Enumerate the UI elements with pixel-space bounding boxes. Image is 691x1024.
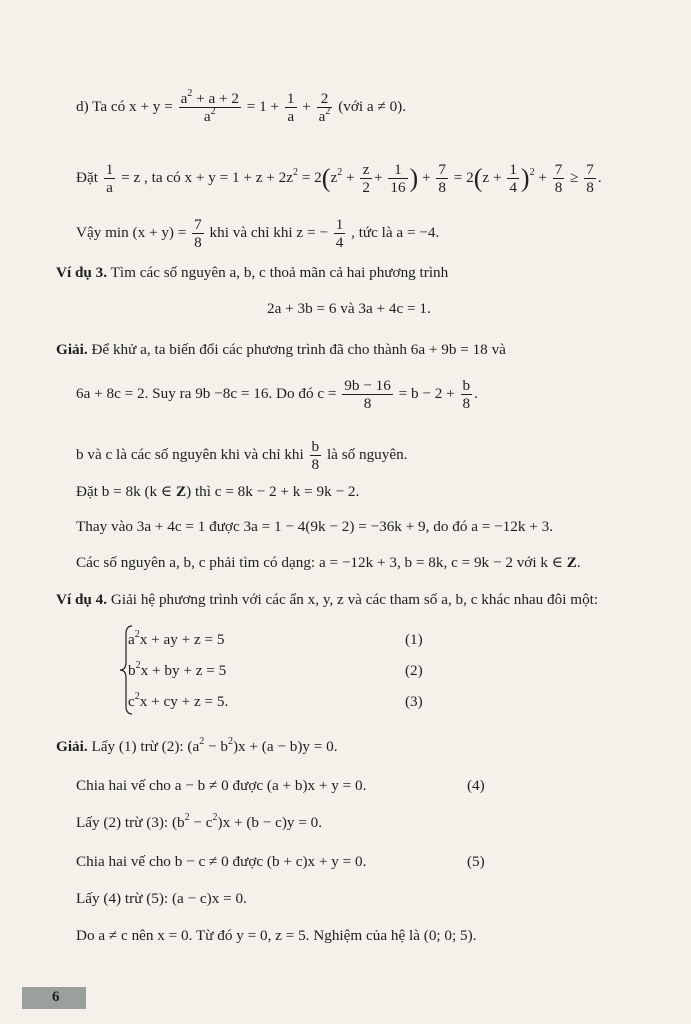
equation-number-2: (2): [405, 662, 423, 679]
solution-4-line4: Chia hai vế cho b − c ≠ 0 được (b + c)x + y = 0.: [76, 853, 367, 870]
solution-4-line3: Lấy (2) trừ (3): $(b^2 - c^2)x + (b - c)y = 0$.: [76, 812, 323, 831]
solution-4-line1: Giải. Lấy (1) trừ (2): $(a^2 - b^2)x + (a - b)y = 0$.: [56, 736, 338, 755]
line-d: d) Ta có x + y = $\frac{a^2 + a + 2}{a^2}$ = 1 + $\frac{1}{a}$ + $\frac{2}{a^2}$ (với a ≠ 0).: [76, 88, 407, 125]
equation-number-5: (5): [467, 853, 485, 870]
line-vay: Vậy min (x + y) = $\frac{7}{8}$ khi và chỉ khi z = − $\frac{1}{4}$ , tức là a = −4.: [76, 216, 440, 251]
system-equation-3: $c^2x$ + cy + z = 5.: [128, 691, 229, 710]
equation-number-3: (3): [405, 693, 423, 710]
system-equation-1: $a^2x$ + ay + z = 5: [128, 629, 225, 648]
fraction: $\frac{1}{a}$: [286, 90, 295, 125]
example-3-heading: Ví dụ 3. Tìm các số nguyên a, b, c thoả mãn cả hai phương trình: [56, 264, 449, 281]
page-number-box: [22, 987, 86, 1009]
solution-3-line4: Đặt b = 8k (k ∈ Z) thì c = 8k − 2 + k = 9k − 2.: [76, 483, 360, 500]
example-4-heading: Ví dụ 4. Giải hệ phương trình với các ẩn x, y, z và các tham số a, b, c khác nhau đôi một:: [56, 591, 599, 608]
fraction: $\frac{2}{a^2}$: [318, 90, 331, 125]
solution-4-line2: Chia hai vế cho a − b ≠ 0 được (a + b)x + y = 0.: [76, 777, 367, 794]
solution-3-line1: Giải. Để khử a, ta biến đổi các phương trình đã cho thành 6a + 9b = 18 và: [56, 341, 506, 358]
solution-4-line5: Lấy (4) trừ (5): (a − c)x = 0.: [76, 890, 247, 907]
example-3-equation: 2a + 3b = 6 và 3a + 4c = 1.: [267, 300, 431, 317]
page-number: 6: [52, 989, 60, 1005]
fraction: $\frac{a^2 + a + 2}{a^2}$: [180, 88, 239, 125]
solution-3-line2: 6a + 8c = 2. Suy ra 9b −8c = 16. Do đó c = $\frac{9b - 16}{8}$ = b − 2 + $\frac{b}{8}$ .: [76, 377, 478, 412]
solution-3-line6: Các số nguyên a, b, c phải tìm có dạng: a = −12k + 3, b = 8k, c = 9k − 2 với k ∈ Z.: [76, 554, 581, 571]
equation-number-1: (1): [405, 631, 423, 648]
solution-3-line3: b và c là các số nguyên khi và chỉ khi $\frac{b}{8}$ là số nguyên.: [76, 438, 408, 473]
line-dat: Đặt $\frac{1}{a}$ = z , ta có $x + y = 1 + z + 2z^2 = 2(z^2$ + $\frac{z}{2}$ + $\frac{1}{16}$ ) + $\frac{7}{8}$ = 2(z + $\frac{1}{4}$ )$^2$ + $\frac{7}{8}$ ≥ $\frac{7}{8}$ .: [76, 161, 602, 196]
equation-number-4: (4): [467, 777, 485, 794]
solution-4-line6: Do a ≠ c nên x = 0. Từ đó y = 0, z = 5. Nghiệm của hệ là (0; 0; 5).: [76, 927, 477, 944]
system-equation-2: $b^2x$ + by + z = 5: [128, 660, 227, 679]
solution-3-line5: Thay vào 3a + 4c = 1 được 3a = 1 − 4(9k − 2) = −36k + 9, do đó a = −12k + 3.: [76, 518, 554, 535]
